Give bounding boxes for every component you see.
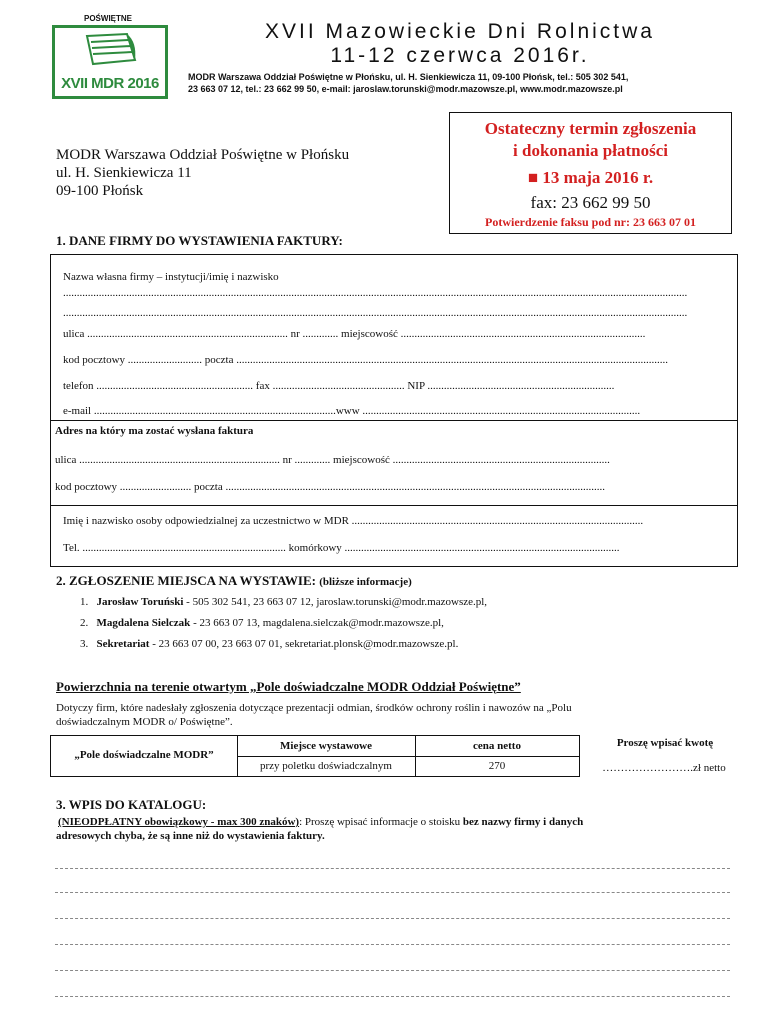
table-row-label: „Pole doświadczalne MODR” (74, 749, 214, 761)
address-line1: MODR Warszawa Oddział Poświętne w Płońsku (56, 147, 350, 163)
list-item (80, 617, 444, 629)
list-num: 1. (80, 596, 89, 608)
street-field[interactable]: ulica ......................................................................... nr ............. miejscowość ......................................................................................... (63, 328, 646, 340)
deadline-fax: fax: 23 662 99 50 (530, 193, 651, 212)
contact-name: Sekretariat (96, 638, 150, 650)
list-item (80, 638, 458, 650)
section1-heading: 1. DANE FIRMY DO WYSTAWIENIA FAKTURY: (56, 233, 343, 248)
event-dates: 11-12 czerwca 2016r. (330, 44, 590, 67)
header-contact-line1: MODR Warszawa Oddział Poświętne w Płońsku, ul. H. Sienkiewicza 11, 09-100 Płońsk, tel.: 505 302 541, (188, 72, 629, 82)
area-desc-line2: doświadczalnym MODR o/ Poświętne”. (56, 716, 233, 728)
flag-icon (83, 32, 141, 68)
deadline-date: ■ 13 maja 2016 r. (527, 168, 654, 187)
deadline-confirm: Potwierdzenie faksu pod nr: 23 663 07 01 (485, 215, 696, 229)
logo-box (52, 25, 168, 99)
logo-top-label: POŚWIĘTNE (84, 14, 133, 23)
phone-field[interactable]: telefon ......................................................... fax ................................................ NIP .................................................................... (63, 380, 615, 392)
area-heading: Powierzchnia na terenie otwartym „Pole doświadczalne MODR Oddział Poświętne” (56, 679, 521, 694)
invoice-address-label: Adres na który ma zostać wysłana faktura (55, 425, 254, 437)
divider (51, 420, 737, 421)
divider (51, 505, 737, 506)
contact-details: - 23 663 07 13, magdalena.sielczak@modr.mazowsze.pl, (190, 617, 444, 629)
company-name-field[interactable]: ................................................................................................................................................................................................................................... (63, 287, 688, 299)
table-header-place: Miejsce wystawowe (280, 740, 372, 752)
table-header-price: cena netto (473, 740, 521, 752)
tel-field[interactable]: Tel. .......................................................................... komórkowy .................................................................................................... (63, 542, 620, 554)
catalog-note-line2: adresowych chyba, że są inne niż do wystawienia faktury. (56, 830, 325, 842)
table-cell-place: przy poletku doświadczalnym (260, 760, 392, 772)
list-num: 2. (80, 617, 89, 629)
catalog-note-bold: bez nazwy firmy i danych (462, 816, 584, 828)
event-title: XVII Mazowieckie Dni Rolnictwa (265, 20, 655, 43)
list-num: 3. (80, 638, 89, 650)
contact-details: - 505 302 541, 23 663 07 12, jaroslaw.torunski@modr.mazowsze.pl, (183, 596, 488, 608)
logo (52, 14, 170, 100)
catalog-input-line[interactable] (55, 970, 730, 971)
catalog-note-text: : Proszę wpisać informacje o stoisku (299, 816, 463, 828)
postal-field[interactable]: kod pocztowy ........................... poczta ............................................................................................................................................................. (63, 354, 668, 366)
contact-details: - 23 663 07 00, 23 663 07 01, sekretariat.plonsk@modr.mazowsze.pl. (149, 638, 459, 650)
address-line3: 09-100 Płońsk (56, 183, 144, 199)
section2-heading-note: (bliższe informacje) (319, 576, 412, 588)
deadline-line2: i dokonania płatności (513, 141, 668, 160)
contact-name: Magdalena Sielczak (96, 617, 191, 629)
catalog-input-line[interactable] (55, 868, 730, 869)
amount-label: Proszę wpisać kwotę (616, 737, 714, 749)
section2-heading (56, 573, 412, 589)
catalog-input-line[interactable] (55, 944, 730, 945)
section2-heading-text: 2. ZGŁOSZENIE MIEJSCA NA WYSTAWIE: (56, 573, 316, 588)
deadline-box (449, 112, 732, 234)
pricing-table (50, 735, 580, 777)
catalog-input-line[interactable] (55, 892, 730, 893)
email-field[interactable]: e-mail ........................................................................................www ..................................................................................................... (63, 405, 641, 417)
table-cell-price: 270 (488, 760, 506, 772)
list-item (80, 596, 487, 608)
address-line2: ul. H. Sienkiewicza 11 (56, 165, 192, 181)
company-name-label: Nazwa własna firmy – instytucji/imię i nazwisko (63, 271, 279, 283)
logo-text: XVII MDR 2016 (61, 75, 159, 92)
company-name-field-2[interactable]: ................................................................................................................................................................................................................................... (63, 307, 688, 319)
table-divider (237, 756, 579, 757)
invoice-street-field[interactable]: ulica ......................................................................... nr ............. miejscowość ............................................................................... (55, 454, 610, 466)
header-contact-line2: 23 663 07 12, tel.: 23 662 99 50, e-mail: jaroslaw.torunski@modr.mazowsze.pl, www.modr.mazowsze.pl (188, 84, 623, 94)
contact-name: Jarosław Toruński (96, 596, 184, 608)
catalog-input-line[interactable] (55, 996, 730, 997)
invoice-form (50, 254, 738, 567)
catalog-note-required: (NIEODPŁATNY obowiązkowy - max 300 znaków) (58, 816, 300, 828)
deadline-line1: Ostateczny termin zgłoszenia (484, 119, 697, 138)
amount-field[interactable]: …………………….zł netto (602, 762, 726, 774)
section3-heading: 3. WPIS DO KATALOGU: (56, 797, 207, 812)
area-desc-line1: Dotyczy firm, które nadesłały zgłoszenia dotyczące prezentacji odmian, środków ochrony roślin i nawozów na „Polu (56, 702, 572, 714)
invoice-postal-field[interactable]: kod pocztowy .......................... poczta .......................................................................................................................................... (55, 481, 605, 493)
contact-person-field[interactable]: Imię i nazwisko osoby odpowiedzialnej za uczestnictwo w MDR .......................................................................................................... (63, 515, 644, 527)
catalog-input-line[interactable] (55, 918, 730, 919)
catalog-note-line1 (58, 816, 583, 828)
